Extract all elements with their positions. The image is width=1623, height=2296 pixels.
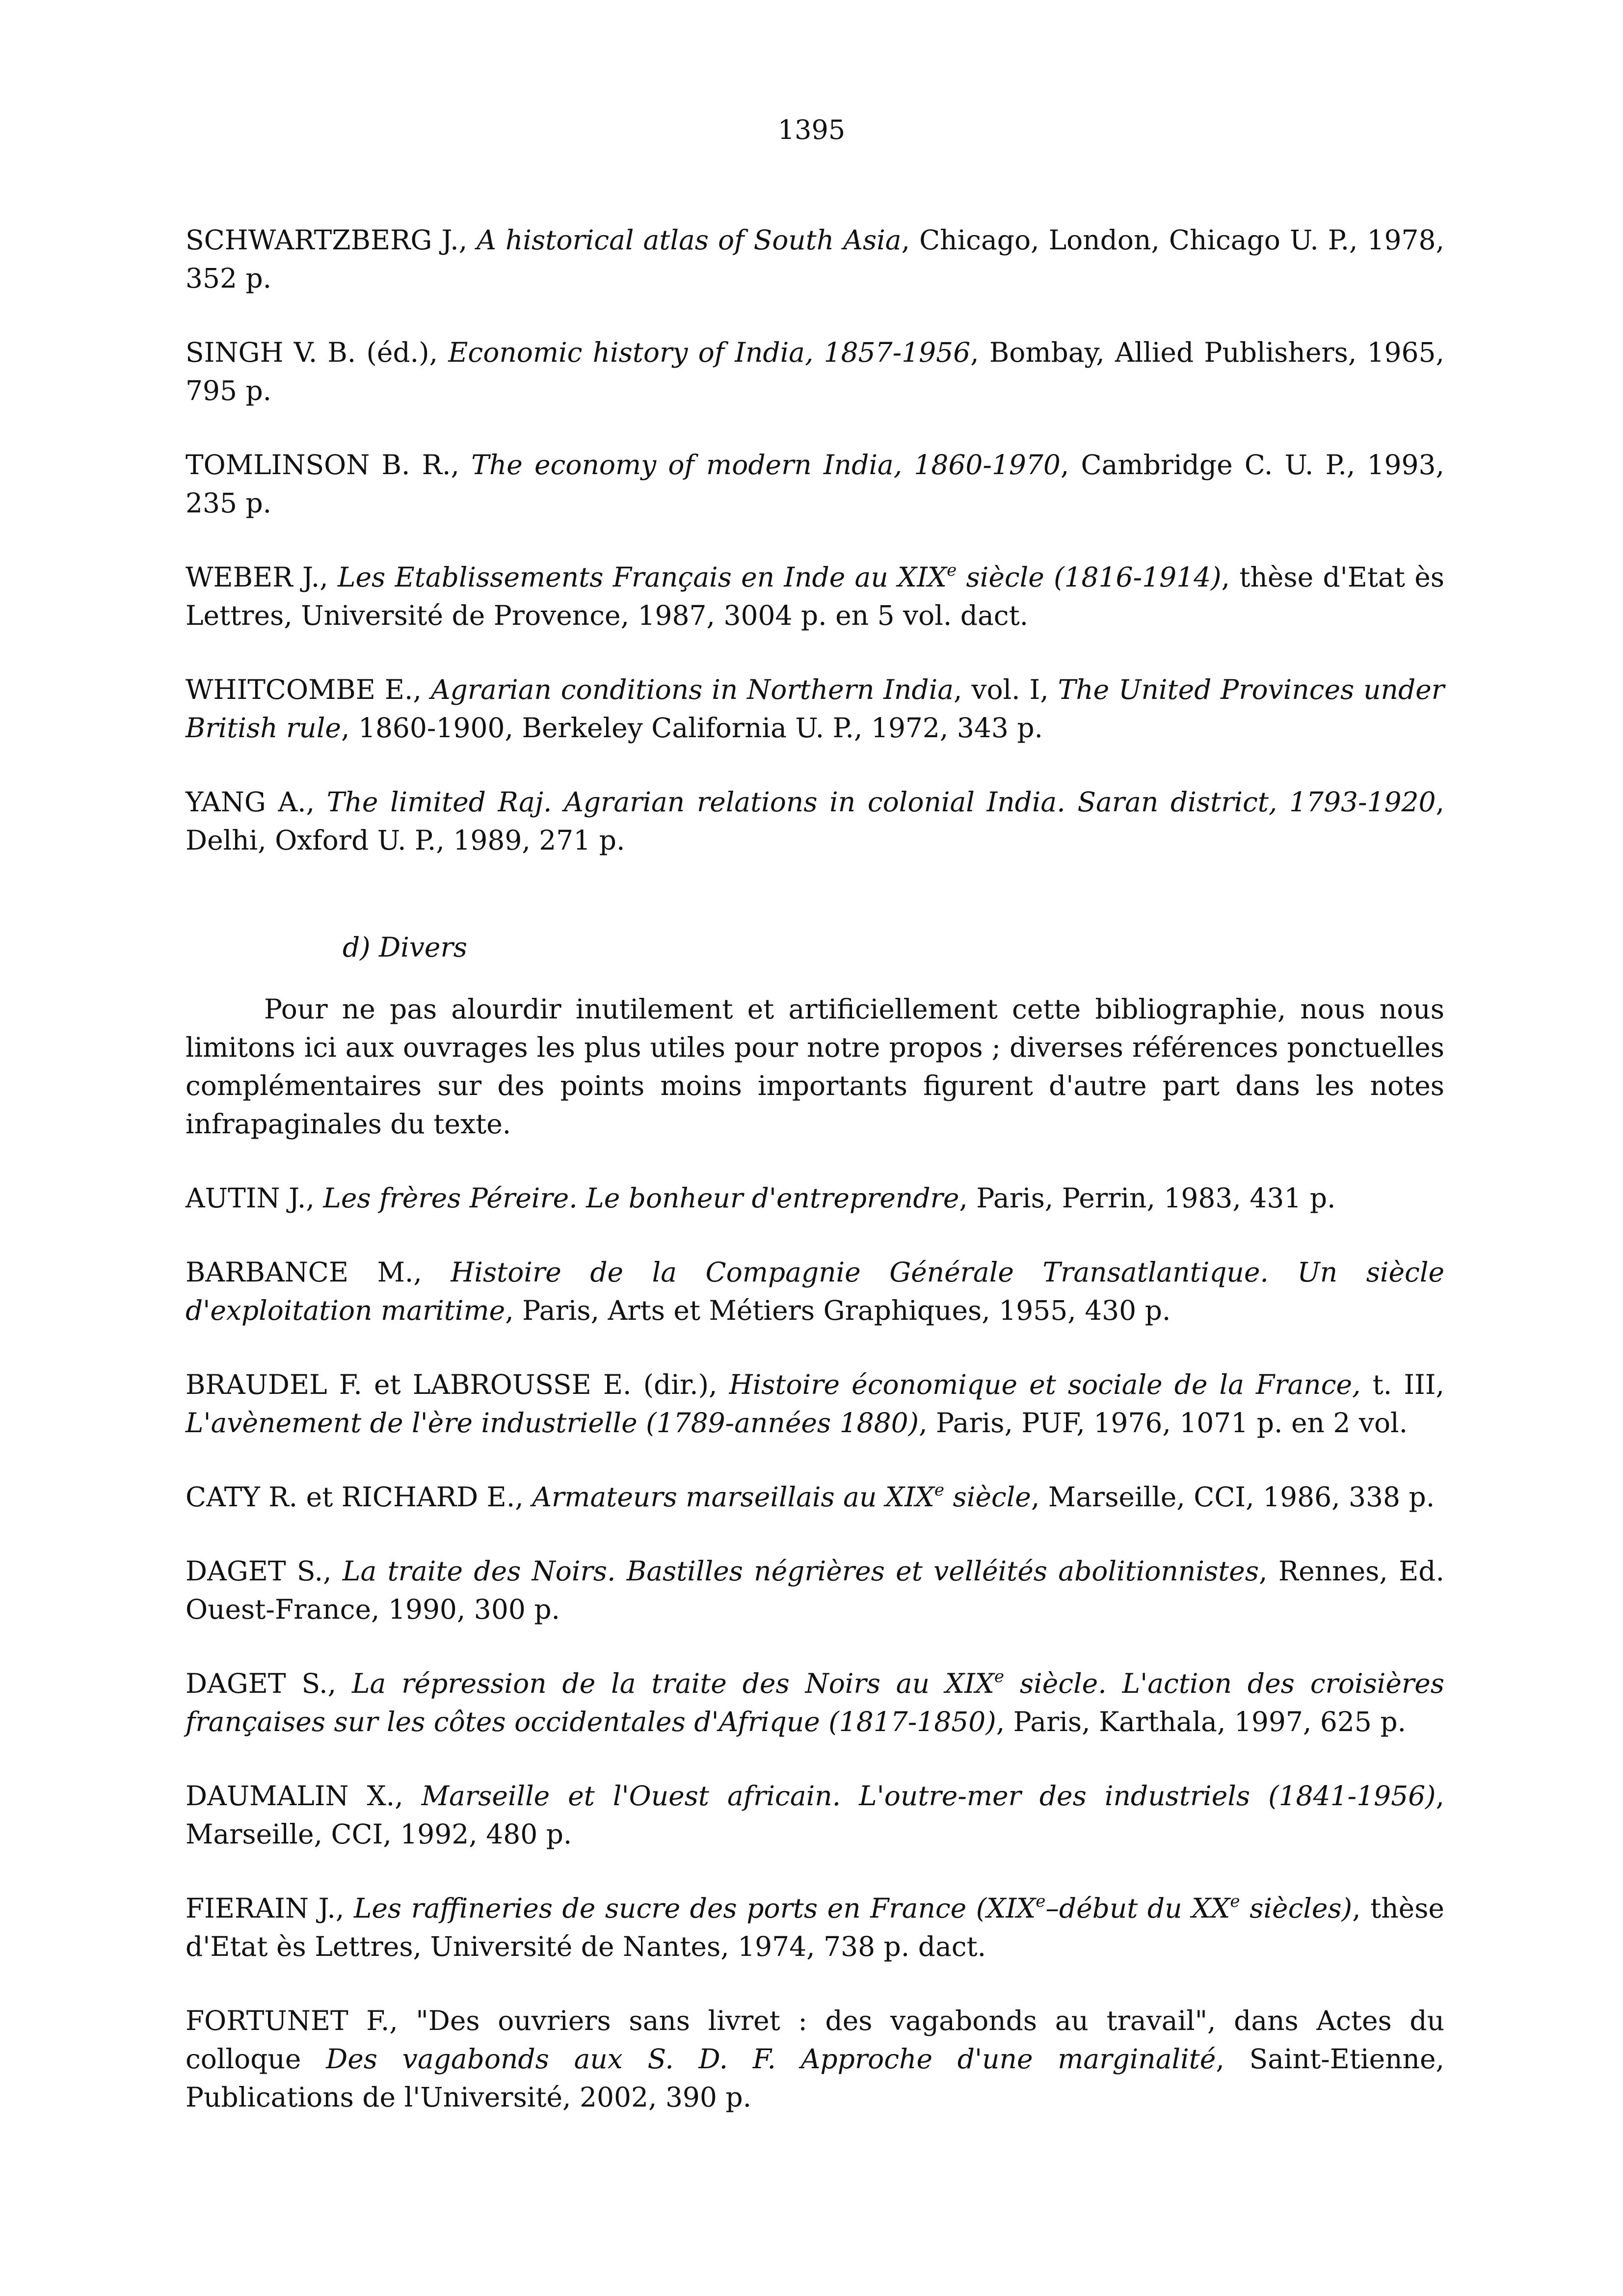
bibliography-entry (186, 1777, 1444, 1853)
entry-details: , Chicago, London, Chicago U. P., 1978, 352 p. (186, 224, 1445, 294)
entry-title: The economy of modern India, 1860-1970 (471, 449, 1061, 481)
entry-title: L'avènement de l'ère industrielle (1789-années 1880) (186, 1407, 919, 1439)
entry-details: , Saint-Etienne, Publications de l'Université, 2002, 390 p. (186, 2043, 1444, 2113)
entry-details: , Cambridge C. U. P., 1993, 235 p. (186, 449, 1445, 519)
entry-details: , Paris, PUF, 1976, 1071 p. en 2 vol. (919, 1407, 1408, 1439)
entry-author: AUTIN J., (186, 1182, 323, 1214)
entry-superscript: e (1036, 1892, 1046, 1911)
entry-superscript: e (1230, 1892, 1240, 1911)
entry-author: TOMLINSON B. R., (186, 449, 472, 481)
entry-superscript: e (947, 561, 957, 580)
entry-title: La traite des Noirs. Bastilles négrières et velléités abolitionnistes (342, 1555, 1259, 1587)
entry-author: SCHWARTZBERG J., (186, 224, 477, 256)
entry-title: The United Provinces under British rule (186, 674, 1445, 744)
entry-details: , Marseille, CCI, 1986, 338 p. (1031, 1481, 1435, 1513)
entry-title: –début du XX (1045, 1893, 1230, 1924)
bibliography-list-india (186, 221, 1444, 859)
entry-details: , thèse d'Etat ès Lettres, Université de Nantes, 1974, 738 p. dact. (186, 1893, 1444, 1962)
entry-superscript: e (934, 1480, 945, 1500)
entry-author: DAGET S., (186, 1555, 343, 1587)
entry-title: Les frères Péreire. Le bonheur d'entreprendre (323, 1182, 959, 1214)
entry-author: DAUMALIN X., (186, 1780, 422, 1812)
entry-title: Agrarian conditions in Northern India (430, 674, 954, 705)
section-intro: Pour ne pas alourdir inutilement et artificiellement cette bibliographie, nous nous limitons ici aux ouvrages les plus utiles pour notre propos ; diverses références ponctuelles complémentaires sur des points moins importants figurent d'autre part dans les notes infrapaginales du texte. (186, 993, 1444, 1140)
entry-author: YANG A., (186, 786, 327, 818)
entry-text: , vol. I, (954, 674, 1058, 705)
entry-author: SINGH V. B. (éd.), (186, 337, 449, 368)
entry-title: Armateurs marseillais au XIX (532, 1481, 934, 1513)
entry-text: t. III, (1360, 1369, 1444, 1400)
entry-author: FORTUNET F., "Des ouvriers sans livret : des vagabonds au travail", dans Actes du colloque (186, 2005, 1444, 2075)
entry-author: WHITCOMBE E., (186, 674, 431, 705)
entry-title: Histoire économique et sociale de la France, (729, 1369, 1361, 1400)
entry-details: , Paris, Arts et Métiers Graphiques, 1955, 430 p. (505, 1295, 1171, 1326)
entry-title: Economic history of India, 1857-1956 (448, 337, 971, 368)
entry-author: WEBER J., (186, 561, 338, 593)
bibliography-list-divers (186, 1179, 1444, 2116)
bibliography-entry (186, 670, 1444, 747)
bibliography-entry (186, 446, 1444, 522)
bibliography-entry (186, 1664, 1444, 1741)
bibliography-entry (186, 1365, 1444, 1442)
entry-author: DAGET S., (186, 1668, 352, 1699)
page-number: 1395 (777, 114, 846, 145)
entry-title: Les Etablissements Français en Inde au XIX (337, 561, 947, 593)
entry-title: Des vagabonds aux S. D. F. Approche d'une marginalité (326, 2043, 1216, 2075)
bibliography-entry (186, 221, 1444, 297)
entry-details: , Bombay, Allied Publishers, 1965, 795 p. (186, 337, 1444, 406)
entry-author: BRAUDEL F. et LABROUSSE E. (dir.), (186, 1369, 729, 1400)
section-heading: d) Divers (343, 932, 467, 963)
entry-title: La répression de la traite des Noirs au XIX (352, 1668, 994, 1699)
entry-details: , Paris, Karthala, 1997, 625 p. (996, 1706, 1407, 1737)
entry-title: Histoire de la Compagnie Générale Transatlantique. Un siècle d'exploitation maritime (186, 1256, 1444, 1326)
entry-details: , Delhi, Oxford U. P., 1989, 271 p. (186, 786, 1444, 856)
entry-title: siècle (1816-1914) (957, 561, 1222, 593)
entry-title: A historical atlas of South Asia (477, 224, 902, 256)
bibliography-entry (186, 1552, 1444, 1629)
entry-details: , 1860-1900, Berkeley California U. P., 1972, 343 p. (341, 712, 1043, 744)
bibliography-content (186, 221, 1444, 2116)
entry-details: , Rennes, Ed. Ouest-France, 1990, 300 p. (186, 1555, 1444, 1625)
bibliography-entry (186, 1889, 1444, 1966)
bibliography-entry (186, 2002, 1444, 2116)
entry-author: FIERAIN J., (186, 1893, 354, 1924)
bibliography-entry (186, 1253, 1444, 1330)
entry-title: Marseille et l'Ouest africain. L'outre-mer des industriels (1841-1956) (421, 1780, 1436, 1812)
entry-details: , thèse d'Etat ès Lettres, Université de Provence, 1987, 3004 p. en 5 vol. dact. (186, 561, 1444, 631)
entry-details: , Paris, Perrin, 1983, 431 p. (959, 1182, 1336, 1214)
entry-details: , Marseille, CCI, 1992, 480 p. (186, 1780, 1445, 1850)
entry-title: siècles) (1240, 1893, 1353, 1924)
bibliography-entry (186, 1179, 1444, 1217)
entry-title: The limited Raj. Agrarian relations in colonial India. Saran district, 1793-1920 (326, 786, 1436, 818)
entry-author: BARBANCE M., (186, 1256, 451, 1288)
entry-title: siècle. L'action des croisières françaises sur les côtes occidentales d'Afrique (1817-1850) (186, 1668, 1444, 1737)
entry-title: Les raffineries de sucre des ports en France (XIX (353, 1893, 1036, 1924)
entry-title: siècle (944, 1481, 1031, 1513)
bibliography-entry (186, 1478, 1444, 1516)
entry-superscript: e (994, 1667, 1005, 1686)
bibliography-entry (186, 783, 1444, 859)
entry-author: CATY R. et RICHARD E., (186, 1481, 532, 1513)
bibliography-entry (186, 333, 1444, 410)
bibliography-entry (186, 558, 1444, 635)
